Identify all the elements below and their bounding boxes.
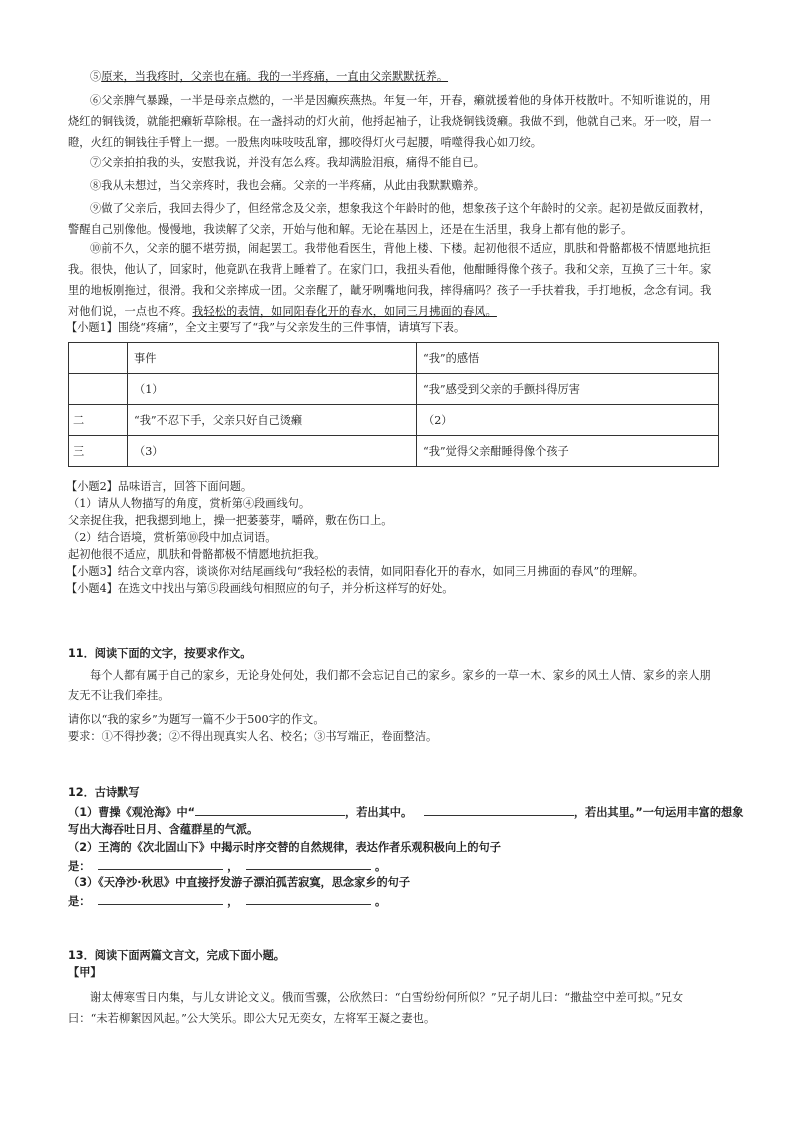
table-cell: “我”的感悟	[417, 343, 719, 374]
table-cell	[69, 343, 128, 374]
question-3: 【小题3】结合文章内容，谈谈你对结尾画线句“我轻松的表情，如同阳春化开的春水，如同三月拂面的春风”的理解。	[66, 565, 644, 578]
answer-table	[68, 342, 719, 467]
section-11-body: 每个人都有属于自己的家乡，无论身处何处，我们都不会忘记自己的家乡。家乡的一草一木、家乡的风土人情、家乡的亲人朋友无不让我们牵挂。	[68, 669, 711, 702]
paragraph-8: ⑧我从未想过，当父亲疼时，我也会痛。父亲的一半疼痛，从此由我默默赡养。	[90, 179, 486, 192]
question-2-stem: 【小题2】品味语言，回答下面问题。	[66, 480, 253, 493]
answer-blank[interactable]	[246, 857, 371, 870]
question-2-sub-2: （2）结合语境，赏析第⑩段中加点词语。	[68, 531, 277, 544]
paragraph-7: ⑦父亲拍拍我的头，安慰我说，并没有怎么疼。我却满脸泪痕，痛得不能自已。	[90, 156, 486, 169]
question-2-quote-1: 父亲捉住我，把我摁到地上，操一把萎蒌芽，嚼碎，敷在伤口上。	[68, 514, 393, 527]
section-11-title: 11．阅读下面的文字，按要求作文。	[68, 647, 252, 660]
section-12-title: 12．古诗默写	[68, 786, 140, 799]
table-cell	[69, 374, 128, 405]
classical-passage: 谢太傅寒雪日内集，与儿女讲论文义。俄而雪骤，公欣然曰：“白雪纷纷何所似？”兄子胡儿曰：“撒盐空中差可拟。”兄女曰：“未若柳絮因风起。”公大笑乐。即公大兄无奕女，左将军王凝之妻也。	[68, 991, 684, 1025]
paragraph-10	[68, 238, 720, 322]
section-13-title: 13．阅读下面两篇文言文，完成下面小题。	[68, 949, 285, 962]
item-text: 是：	[68, 860, 91, 873]
question-1-stem: 【小题1】围绕“疼痛”，全文主要写了“我”与父亲发生的三件事情，请填写下表。	[66, 321, 466, 334]
poem-item-3-answer	[68, 892, 386, 911]
table-cell: 二	[69, 405, 128, 436]
answer-blank[interactable]	[195, 803, 345, 816]
question-4: 【小题4】在选文中找出与第⑤段画线句相照应的句子，并分析这样写的好处。	[66, 582, 454, 595]
table-row	[69, 405, 719, 436]
answer-blank[interactable]	[98, 857, 223, 870]
answer-blank[interactable]	[98, 892, 223, 905]
passage-label: 【甲】	[68, 966, 102, 979]
table-cell: “我”觉得父亲酣睡得像个孩子	[417, 436, 719, 467]
table-cell: “我”感受到父亲的手颤抖得厉害	[417, 374, 719, 405]
table-cell: （1）	[128, 374, 417, 405]
section-11-prompt: 请你以“我的家乡”为题写一篇不少于500字的作文。	[68, 713, 325, 726]
table-cell: “我”不忍下手，父亲只好自己烫癞	[128, 405, 417, 436]
item-text: ，	[227, 860, 239, 873]
paragraph-9: ⑨做了父亲后，我回去得少了，但经常念及父亲，想象我这个年龄时的他，想象孩子这个年龄时的父亲。起初是做反面教材，警醒自己别像他。慢慢地，我读解了父亲，开始与他和解。无论在基因上，还是在生活里，我身上都有他的影子。	[68, 202, 711, 236]
underlined-sentence: 我轻松的表情，如同阳春化开的春水，如同三月拂面的春风。	[192, 305, 497, 318]
item-text: 是：	[68, 895, 91, 908]
table-row	[69, 374, 719, 405]
poem-item-1-cont: 写出大海吞吐日月、含蕴群星的气派。	[68, 823, 259, 836]
answer-blank[interactable]	[246, 892, 371, 905]
item-text: ，	[227, 895, 239, 908]
item-text: 。	[375, 895, 387, 908]
question-2-quote-2: 起初他很不适应，肌肤和骨骼都极不情愿地抗拒我。	[68, 548, 326, 561]
table-cell: 三	[69, 436, 128, 467]
question-2-sub-1: （1）请从人物描写的角度，赏析第④段画线句。	[68, 497, 311, 510]
paragraph-10-text: ⑩前不久，父亲的腿不堪劳损，闹起罢工。我带他看医生，背他上楼、下楼。起初他很不适应，肌肤和骨骼都极不情愿地抗拒我。很快，他认了，回家时，他竟趴在我背上睡着了。在家门口，我扭头看他，他酣睡得像个孩子。我和父亲，互换了三十年。家里的地板刚拖过，很滑。我和父亲摔成一团。父亲醒了，龇牙咧嘴地问我，摔得痛吗？孩子一手扶着我，手打地板，念念有词。我对他们说，一点也不疼。	[68, 242, 712, 318]
poem-item-1	[68, 803, 743, 822]
table-header-row	[69, 343, 719, 374]
table-cell: （3）	[128, 436, 417, 467]
item-text: 。	[375, 860, 387, 873]
table-cell: 事件	[128, 343, 417, 374]
poem-item-2: （2）王湾的《次北固山下》中揭示时序交替的自然规律，表达作者乐观积极向上的句子	[68, 841, 501, 854]
table-cell: （2）	[417, 405, 719, 436]
paragraph-5	[90, 68, 448, 86]
item-text: ，若出其里。”一句运用丰富的想象	[573, 806, 744, 819]
underlined-sentence: 原来，当我疼时，父亲也在痛。我的一半疼痛，一直由父亲默默抚养。	[101, 70, 449, 83]
table-row	[69, 436, 719, 467]
paragraph-6: ⑥父亲脾气暴躁，一半是母亲点燃的，一半是因癫疾燕热。年复一年，开春，癞就援着他的身体开枝散叶。不知听谁说的，用烧红的铜钱烫，就能把癞斩草除根。在一盏抖动的灯火前，他捋起袖子，让我烧铜钱烫癞。我做不到，他就自己来。牙一咬，眉一瞪，火红的铜钱往手臂上一摁。一股焦肉味吱吱乱窜，挪咬得灯火弓起腰，啃噬得我心如刀绞。	[68, 94, 712, 149]
section-11-requirements: 要求：①不得抄袭；②不得出现真实人名、校名；③书写端正，卷面整洁。	[68, 730, 438, 743]
item-text: ，若出其中。	[345, 806, 413, 819]
answer-blank[interactable]	[424, 803, 574, 816]
poem-item-3: （3）《天净沙·秋思》中直接抒发游子漂泊孤苦寂寞，思念家乡的句子	[68, 876, 411, 889]
item-text: （1）曹操《观沧海》中“	[68, 806, 196, 819]
paragraph-number: ⑤	[90, 70, 102, 83]
